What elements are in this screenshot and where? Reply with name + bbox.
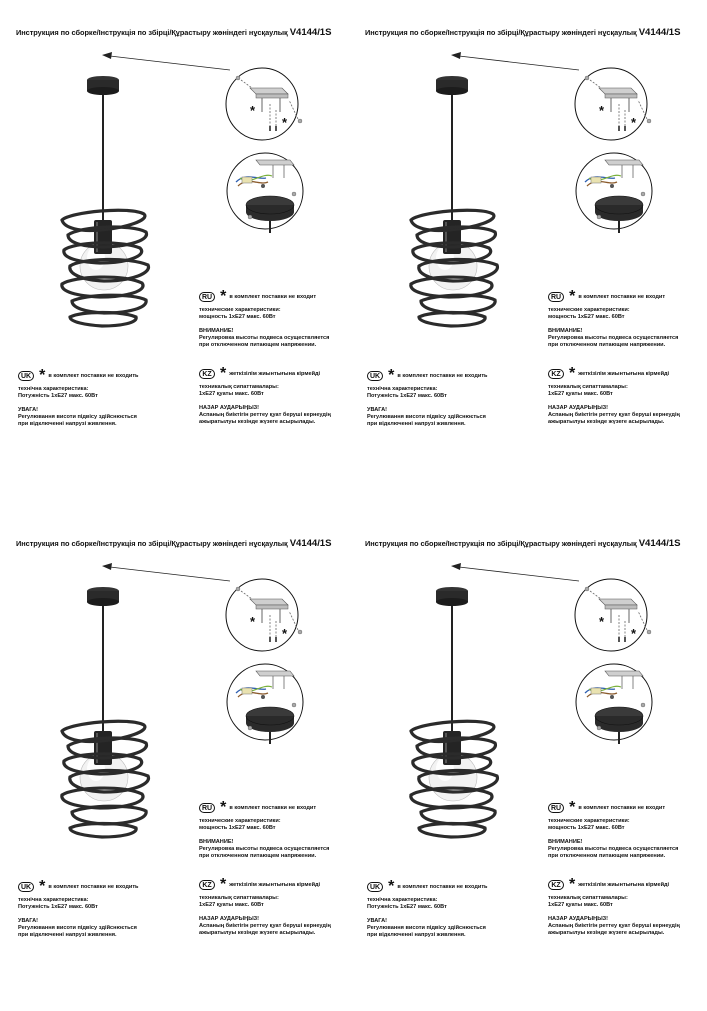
- kz-not-included: жеткізілім жиынтығына кірмейді: [229, 881, 321, 888]
- kz-spec-label: техникалық сипаттамалары:: [548, 895, 628, 901]
- ru-warning-title: ВНИМАНИЕ!: [548, 839, 583, 845]
- uk-warning-line: при відключенні напрузі живлення.: [18, 421, 117, 427]
- kz-spec-value: 1хЕ27 қуаты макс. 60Вт: [548, 391, 613, 397]
- ru-warning-line: при отключенном питающем напряжении.: [199, 342, 317, 348]
- not-included-marker: *: [631, 626, 637, 641]
- kz-warning-line: ажыратылуы кезінде жүзеге асырылады.: [199, 930, 316, 936]
- ru-spec-value: мощность 1хЕ27 макс. 60Вт: [199, 314, 276, 320]
- not-included-marker: *: [599, 103, 605, 118]
- uk-badge: UK: [18, 882, 34, 892]
- title-text: Инструкция по сборке/Інструкція по збірці/Құрастыру жөніндегі нұсқаулық: [365, 28, 637, 37]
- uk-warning-title: УВАГА!: [367, 407, 388, 413]
- ru-not-included: в комплект поставки не входит: [229, 293, 317, 300]
- kz-warning-title: НАЗАР АУДАРЫҢЫЗ!: [548, 916, 609, 922]
- title-text: Инструкция по сборке/Інструкція по збірці/Құрастыру жөніндегі нұсқаулық: [365, 539, 637, 548]
- uk-spec-value: Потужність 1хЕ27 макс. 60Вт: [18, 393, 98, 399]
- kz-warning-line: Аспаның биіктігін реттеу қуат беруші кернеудің: [548, 923, 680, 929]
- asterisk-icon: *: [220, 876, 227, 893]
- ru-spec-label: технические характеристики:: [548, 818, 630, 824]
- ru-warning-line: Регулировка высоты подвеса осуществляется: [548, 846, 679, 852]
- uk-spec-label: технічна характеристика:: [18, 386, 89, 392]
- title-text: Инструкция по сборке/Інструкція по збірці/Құрастыру жөніндегі нұсқаулық: [16, 539, 288, 548]
- uk-spec-label: технічна характеристика:: [367, 386, 438, 392]
- ru-section: [199, 288, 330, 349]
- not-included-marker: *: [631, 115, 637, 130]
- asterisk-icon: *: [220, 799, 227, 816]
- asterisk-icon: *: [388, 367, 395, 384]
- ru-spec-value: мощность 1хЕ27 макс. 60Вт: [548, 825, 625, 831]
- ru-spec-label: технические характеристики:: [199, 307, 281, 313]
- ru-warning-line: при отключенном питающем напряжении.: [548, 342, 666, 348]
- ru-spec-value: мощность 1хЕ27 макс. 60Вт: [548, 314, 625, 320]
- pointer-arrow: [102, 563, 230, 581]
- ru-not-included: в комплект поставки не входит: [578, 804, 666, 811]
- pointer-arrow: [102, 52, 230, 70]
- kz-warning-title: НАЗАР АУДАРЫҢЫЗ!: [199, 916, 260, 922]
- asterisk-icon: *: [39, 878, 46, 895]
- not-included-marker: *: [282, 626, 288, 641]
- asterisk-icon: *: [569, 288, 576, 305]
- kz-warning-line: Аспаның биіктігін реттеу қуат беруші кернеудің: [548, 412, 680, 418]
- model-number: V4144/1S: [638, 538, 681, 549]
- ru-warning-title: ВНИМАНИЕ!: [548, 328, 583, 334]
- mounting-bracket-detail: [226, 68, 302, 140]
- mounting-bracket-detail: [575, 579, 651, 651]
- uk-not-included: в комплект поставки не входить: [397, 883, 488, 890]
- uk-badge: UK: [367, 371, 383, 381]
- kz-spec-label: техникалық сипаттамалары:: [548, 384, 628, 390]
- wiring-canopy-detail: [227, 664, 303, 744]
- kz-warning-line: Аспаның биіктігін реттеу қуат беруші кернеудің: [199, 412, 331, 418]
- not-included-marker: *: [599, 614, 605, 629]
- asterisk-icon: *: [569, 876, 576, 893]
- asterisk-icon: *: [220, 288, 227, 305]
- instruction-sheet-top-right: [349, 0, 702, 500]
- kz-spec-label: техникалық сипаттамалары:: [199, 384, 279, 390]
- uk-spec-label: технічна характеристика:: [367, 897, 438, 903]
- ru-warning-line: Регулировка высоты подвеса осуществляется: [548, 335, 679, 341]
- wiring-canopy-detail: [576, 664, 652, 744]
- ru-warning-line: Регулировка высоты подвеса осуществляется: [199, 846, 330, 852]
- instruction-sheet-bottom-right: [349, 511, 702, 1011]
- mounting-bracket-detail: [575, 68, 651, 140]
- uk-warning-line: Регулювання висоти підвісу здійснюється: [367, 925, 486, 931]
- uk-spec-value: Потужність 1хЕ27 макс. 60Вт: [18, 904, 98, 910]
- pendant-lamp-illustration: [411, 76, 498, 326]
- kz-spec-value: 1хЕ27 қуаты макс. 60Вт: [199, 902, 264, 908]
- uk-warning-line: при відключенні напрузі живлення.: [367, 932, 466, 938]
- uk-not-included: в комплект поставки не входить: [48, 372, 139, 379]
- not-included-marker: *: [250, 103, 256, 118]
- kz-warning-title: НАЗАР АУДАРЫҢЫЗ!: [199, 405, 260, 411]
- uk-warning-title: УВАГА!: [18, 918, 39, 924]
- kz-section: [548, 365, 680, 426]
- uk-section: [367, 367, 488, 428]
- uk-section: [367, 878, 488, 939]
- ru-not-included: в комплект поставки не входит: [229, 804, 317, 811]
- asterisk-icon: *: [220, 365, 227, 382]
- uk-badge: UK: [367, 882, 383, 892]
- ru-section: [548, 288, 679, 349]
- ru-spec-label: технические характеристики:: [548, 307, 630, 313]
- ru-not-included: в комплект поставки не входит: [578, 293, 666, 300]
- ru-warning-title: ВНИМАНИЕ!: [199, 839, 234, 845]
- ru-warning-line: при отключенном питающем напряжении.: [199, 853, 317, 859]
- kz-badge: KZ: [548, 369, 564, 379]
- ru-badge: RU: [548, 803, 564, 813]
- kz-warning-line: ажыратылуы кезінде жүзеге асырылады.: [199, 419, 316, 425]
- asterisk-icon: *: [569, 365, 576, 382]
- not-included-marker: *: [250, 614, 256, 629]
- model-number: V4144/1S: [638, 27, 681, 38]
- title-text: Инструкция по сборке/Інструкція по збірці/Құрастыру жөніндегі нұсқаулық: [16, 28, 288, 37]
- instruction-sheet-top-left: [0, 0, 353, 500]
- ru-section: [199, 799, 330, 860]
- kz-badge: KZ: [199, 880, 215, 890]
- not-included-marker: *: [282, 115, 288, 130]
- ru-spec-value: мощность 1хЕ27 макс. 60Вт: [199, 825, 276, 831]
- ru-warning-line: при отключенном питающем напряжении.: [548, 853, 666, 859]
- kz-section: [199, 365, 331, 426]
- kz-warning-line: ажыратылуы кезінде жүзеге асырылады.: [548, 419, 665, 425]
- uk-section: [18, 878, 139, 939]
- kz-spec-label: техникалық сипаттамалары:: [199, 895, 279, 901]
- uk-badge: UK: [18, 371, 34, 381]
- kz-warning-line: Аспаның биіктігін реттеу қуат беруші кернеудің: [199, 923, 331, 929]
- kz-spec-value: 1хЕ27 қуаты макс. 60Вт: [548, 902, 613, 908]
- model-number: V4144/1S: [289, 538, 332, 549]
- pendant-lamp-illustration: [411, 587, 498, 837]
- pointer-arrow: [451, 563, 579, 581]
- kz-section: [199, 876, 331, 937]
- wiring-canopy-detail: [576, 153, 652, 233]
- uk-section: [18, 367, 139, 428]
- uk-not-included: в комплект поставки не входить: [397, 372, 488, 379]
- kz-warning-title: НАЗАР АУДАРЫҢЫЗ!: [548, 405, 609, 411]
- uk-warning-title: УВАГА!: [367, 918, 388, 924]
- uk-warning-line: Регулювання висоти підвісу здійснюється: [18, 925, 137, 931]
- asterisk-icon: *: [388, 878, 395, 895]
- uk-spec-value: Потужність 1хЕ27 макс. 60Вт: [367, 393, 447, 399]
- kz-badge: KZ: [199, 369, 215, 379]
- uk-spec-label: технічна характеристика:: [18, 897, 89, 903]
- uk-not-included: в комплект поставки не входить: [48, 883, 139, 890]
- ru-warning-title: ВНИМАНИЕ!: [199, 328, 234, 334]
- asterisk-icon: *: [39, 367, 46, 384]
- uk-spec-value: Потужність 1хЕ27 макс. 60Вт: [367, 904, 447, 910]
- ru-warning-line: Регулировка высоты подвеса осуществляется: [199, 335, 330, 341]
- uk-warning-line: при відключенні напрузі живлення.: [18, 932, 117, 938]
- instruction-sheet-bottom-left: [0, 511, 353, 1011]
- mounting-bracket-detail: [226, 579, 302, 651]
- wiring-canopy-detail: [227, 153, 303, 233]
- ru-badge: RU: [199, 803, 215, 813]
- ru-spec-label: технические характеристики:: [199, 818, 281, 824]
- uk-warning-line: Регулювання висоти підвісу здійснюється: [367, 414, 486, 420]
- kz-badge: KZ: [548, 880, 564, 890]
- pendant-lamp-illustration: [62, 76, 149, 326]
- kz-section: [548, 876, 680, 937]
- kz-not-included: жеткізілім жиынтығына кірмейді: [578, 370, 670, 377]
- model-number: V4144/1S: [289, 27, 332, 38]
- asterisk-icon: *: [569, 799, 576, 816]
- pendant-lamp-illustration: [62, 587, 149, 837]
- uk-warning-line: при відключенні напрузі живлення.: [367, 421, 466, 427]
- uk-warning-line: Регулювання висоти підвісу здійснюється: [18, 414, 137, 420]
- kz-warning-line: ажыратылуы кезінде жүзеге асырылады.: [548, 930, 665, 936]
- ru-section: [548, 799, 679, 860]
- uk-warning-title: УВАГА!: [18, 407, 39, 413]
- pointer-arrow: [451, 52, 579, 70]
- ru-badge: RU: [548, 292, 564, 302]
- ru-badge: RU: [199, 292, 215, 302]
- kz-not-included: жеткізілім жиынтығына кірмейді: [229, 370, 321, 377]
- kz-spec-value: 1хЕ27 қуаты макс. 60Вт: [199, 391, 264, 397]
- kz-not-included: жеткізілім жиынтығына кірмейді: [578, 881, 670, 888]
